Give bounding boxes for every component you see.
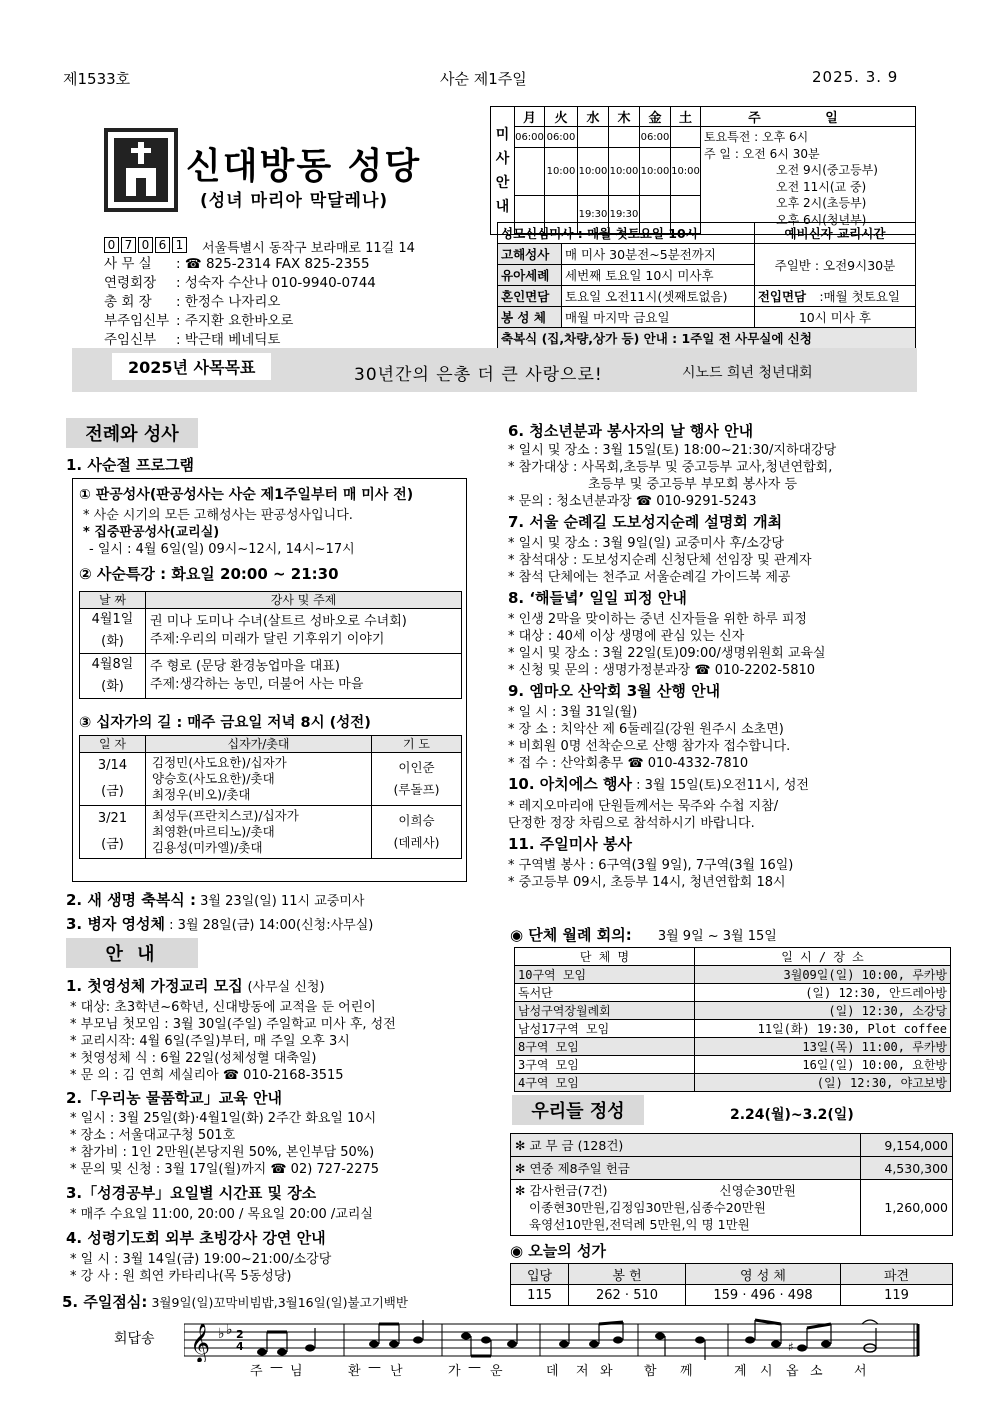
contact-label: 총 회 장 [104,294,152,310]
church-icon [104,128,178,212]
goal-label: 2025년 사목목표 [112,353,271,380]
confession-note: * 사순 시기의 모든 고해성사는 판공성사입니다. [83,508,353,523]
offering-range: 2.24(월)~3.2(일) [730,1107,854,1123]
day-header: 木 [609,107,640,127]
col-header: 봉 헌 [569,1264,686,1285]
mass-time: 10:00 [671,148,701,196]
info-marian-mass: 성모신심미사 : 매월 첫토요일 10시 [498,223,755,244]
notice-title: 9. 엠마오 산악회 3월 산행 안내 [508,682,721,700]
notice-line: * 신청 및 문의 : 생명가정분과장 ☎ 010-2202-5810 [508,663,816,678]
music-staff-icon [184,1318,920,1362]
contact-value: : 박근태 베네딕토 [176,332,281,348]
notice-line: * 일 시 : 3월 31일(월) [508,705,638,720]
contact-label: 연령회장 [104,275,157,291]
group-name: 독서단 [515,984,695,1002]
day-header: 水 [578,107,609,127]
group-time: 3월09일(일) 10:00, 루카방 [695,966,951,984]
notice-line: * 강 사 : 원 희연 카타리나(목 5동성당) [70,1269,292,1284]
group-time: 13일(목) 11:00, 루카방 [695,1038,951,1056]
sunday-mass-times: 토요특전 : 오후 6시 주 일 : 오전 6시 30분 오전 9시(중고등부) 오전 11시(교 중) 오후 2시(초등부) 오후 6시(청년부) [701,127,916,235]
offering-amount: 1,260,000 [861,1180,953,1236]
notice-line: * 장 소 : 치악산 제 6둘레길(강원 원주시 소초면) [508,722,784,737]
day-header: 土 [671,107,701,127]
way-date: 3/14 (금) [80,753,146,806]
info-blessing: 축복식 (집,차량,상가 등) 안내 : 1주일 전 사무실에 신청 [498,328,916,349]
group-time: 11일(화) 19:30, Plot coffee [695,1020,951,1038]
notice-line: * 참가비 : 1인 2만원(본당지원 50%, 본인부담 50%) [70,1145,375,1160]
info-label: 전입면담 [754,286,816,307]
right-notices: 6. 청소년분과 봉사자의 날 행사 안내 * 일시 및 장소 : 3월 15일(토) 18:00~21:30/지하대강당 * 참가대상 : 사목회,초등부 및 중고등부 교사,청년연합회, 초등부 및 중고등부 부모회 봉사자 등 * 문의 : 청소년분과장 ☎ 010-9291-5243 7. 서울 순례길 도보성지순례 설명회 개최 * 일시 및 장소 : 3월 9일(일) 교중미사 후/소강당 * 참석대상 : 도보성지순례 신청단체 선임장 및 관계자 * 참석 단체에는 천주교 서울순례길 가이드북 제공 8. ‘해들녘’ 일일 피정 안내 * 인생 2막을 맞이하는 중년 신자들을 위한 하루 피정 * 대상 : 40세 이상 생명에 관심 있는 신자 * 일시 및 장소 : 3월 22일(토)09:00/생명위원회 교육실 * 신청 및 문의 : 생명가정분과장 ☎ 010-2202-5810 9. 엠마오 산악회 3월 산행 안내 * 일 시 : 3월 31일(월) * 장 소 : 치악산 제 6둘레길(강원 원주시 소초면) * 비회원 0명 선착순으로 산행 참가자 접수합니다. * 접 수 : 산악회총무 ☎ 010-4332-7810 10. 아치에스 행사 : 3월 15일(토)오전11시, 성전 * 레지오마리애 단원들께서는 묵주와 수첩 지참/ 단정한 정장 차림으로 참석하시기 바랍니다. 11. 주일미사 봉사 * 구역별 봉사 : 6구역(3월 9일), 7구역(3월 16일) * 중고등부 09시, 초등부 14시, 청년연합회 18시 [508,420,928,891]
sick-communion: 3. 병자 영성체 : 3월 28일(금) 14:00(신청:사무실) [66,915,374,933]
col-header: 일 자 [80,736,146,753]
offering-item: ✻ 연중 제8주일 헌금 [511,1157,861,1180]
new-life-blessing: 2. 새 생명 축복식 : 3월 23일(일) 11시 교중미사 [66,891,365,909]
psalm-label: 회답송 [114,1331,155,1347]
notice-line: * 중고등부 09시, 초등부 14시, 청년연합회 18시 [508,875,786,890]
contact-label: 주임신부 [104,332,157,348]
parish-name: 신대방동 성당 [186,146,422,187]
contact-value: : 성숙자 수산나 010-9940-0744 [176,275,376,291]
way-date: 3/21 (금) [80,806,146,859]
notice-line: * 일 시 : 3월 14일(금) 19:00~21:00/소강당 [70,1252,332,1267]
mass-time: 10:00 [545,148,578,196]
sacrament-info [497,222,916,349]
notice-title: 11. 주일미사 봉사 [508,835,632,853]
offering-amount: 4,530,300 [861,1157,953,1180]
mass-time [609,127,640,148]
notice-title: 3.「성경공부」요일별 시간표 및 장소 [66,1184,317,1202]
info-label: 유아세례 [498,265,562,286]
notice-line: * 접 수 : 산악회총무 ☎ 010-4332-7810 [508,756,749,771]
contact-value: : 한정수 나자리오 [176,294,281,310]
section-notice: 안 내 [66,938,198,968]
col-header: 파견 [841,1264,953,1285]
notice-title: 2.「우리농 물품학교」교육 안내 [66,1089,282,1107]
issue-number: 제1533호 [63,70,131,88]
mass-time: 10:00 [609,148,640,196]
notice-line: * 매주 수요일 11:00, 20:00 / 목요일 20:00 /교리실 [70,1207,373,1222]
col-header: 기 도 [372,736,462,753]
contact-label: 부주임신부 [104,313,170,329]
notice-line: 단정한 정장 차림으로 참석하시기 바랍니다. [508,816,755,831]
office-value: : ☎ 825-2314 FAX 825-2355 [176,256,370,272]
hymns-title: ◉ 오늘의 성가 [510,1242,606,1260]
lecture-date: 4월8일 (화) [80,654,146,699]
col-header: 입당 [511,1264,569,1285]
day-header: 月 [515,107,545,127]
group-time: (일) 12:30, 안드레아방 [695,984,951,1002]
info-value: 매 미사 30분전~5분전까지 [562,244,755,265]
mass-time [515,148,545,196]
notice-title: 4. 성령기도회 외부 초빙강사 강연 안내 [66,1229,326,1247]
notice-line: * 문의 및 신청 : 3월 17일(월)까지 ☎ 02) 727-2275 [70,1162,380,1177]
notice-line: * 문 의 : 김 연희 세실리아 ☎ 010-2168-3515 [70,1068,344,1083]
day-header: 火 [545,107,578,127]
notice-line: * 첫영성체 식 : 6월 22일(성체성혈 대축일) [70,1051,317,1066]
col-header: 영 성 체 [686,1264,841,1285]
svg-text:♭: ♭ [218,1326,225,1342]
group-name: 10구역 모임 [515,966,695,984]
goal-text: 30년간의 은총 더 큰 사랑으로! [354,365,603,385]
issue-date: 2025. 3. 9 [812,68,899,86]
info-catechumen: 예비신자 교리시간 [754,223,915,244]
group-meeting-header: ◉ 단체 월례 회의: 3월 9일 ~ 3월 15일 [510,926,777,944]
notice-line: 초등부 및 중고등부 부모회 봉사자 등 [588,477,798,492]
hymn-number: 159 · 496 · 498 [686,1285,841,1306]
section-liturgy: 전례와 성사 [66,418,198,448]
notice-line: * 레지오마리애 단원들께서는 묵주와 수첩 지참/ [508,799,779,814]
offering-label: 우리들 정성 [512,1095,644,1125]
notice-line: * 인생 2막을 맞이하는 중년 신자들을 위한 하루 피정 [508,612,807,627]
postcode-digit: 6 [155,237,170,253]
parish-logo [104,128,178,212]
svg-text:4: 4 [236,1340,244,1353]
notice-title: 1. 첫영성체 가정교리 모집 [66,977,243,995]
way-of-cross-table [79,735,462,859]
svg-text:𝄞: 𝄞 [190,1323,211,1362]
group-name: 4구역 모임 [515,1074,695,1092]
col-header: 날 짜 [80,592,146,609]
mass-time: 10:00 [578,148,609,196]
info-value: :매월 첫토요일 [816,286,915,307]
notice-line: * 부모님 첫모임 : 3월 30일(주일) 주일학교 미사 후, 성전 [70,1017,396,1032]
mass-time: 19:30 [609,196,640,234]
notice-title: 10. 아치에스 행사 [508,775,632,793]
postcode-digit: 0 [138,237,153,253]
offering-table [510,1133,953,1236]
svg-text:♭: ♭ [226,1322,233,1338]
hymn-number: 115 [511,1285,569,1306]
info-sunday-class: 주일반 : 오전9시30분 [754,244,915,286]
mass-schedule [490,106,916,235]
way-of-cross-title: ③ 십자가의 길 : 매주 금요일 저녁 8시 (성전) [79,715,371,731]
mass-time: 06:00 [640,127,671,148]
group-time: (일) 12:30, 소강당 [695,1002,951,1020]
group-name: 3구역 모임 [515,1056,695,1074]
mass-time: 06:00 [545,127,578,148]
mass-side-label: 미 사 안 내 [491,107,515,235]
postcode-digit: 0 [104,237,119,253]
contact-value: : 주지환 요한바오로 [176,313,294,329]
lecture-date: 4월1일 (화) [80,609,146,654]
col-header: 강사 및 주제 [146,592,462,609]
svg-text:2: 2 [236,1328,244,1341]
mass-time [578,127,609,148]
info-value: 10시 미사 후 [754,307,915,328]
postcode-digit: 1 [172,237,187,253]
offering-item: ✻ 교 무 금 (128건) [511,1134,861,1157]
notice-line: * 참석 단체에는 천주교 서울순례길 가이드북 제공 [508,570,791,585]
notice-line: * 일시 및 장소 : 3월 15일(토) 18:00~21:30/지하대강당 [508,443,837,458]
mass-time: 19:30 [578,196,609,234]
info-label: 봉 성 체 [498,307,562,328]
notice-title: 8. ‘해들녘’ 일일 피정 안내 [508,589,687,607]
parish-address: 서울특별시 동작구 보라매로 11길 14 [202,241,415,256]
notice-list: 1. 첫영성체 가정교리 모집 (사무실 신청) * 대상: 초3학년~6학년, 신대방동에 교적을 둔 어린이 * 부모님 첫모임 : 3월 30일(주일) 주일학교 미사 후, 성전 * 교리시작: 4월 6일(주일)부터, 매 주일 오후 3시 * 첫영성체 식 : 6월 22일(성체성혈 대축일) * 문 의 : 김 연희 세실리아 ☎ 010-2168-3515 2.「우리농 물품학교」교육 안내 * 일시 : 3월 25일(화)·4월1일(화) 2주간 화요일 10시 * 장소 : 서울대교구청 501호 * 참가비 : 1인 2만원(본당지원 50%, 본인부담 50%) * 문의 및 신청 : 3월 17일(월)까지 ☎ 02) 727-2275 3.「성경공부」요일별 시간표 및 장소 * 매주 수요일 11:00, 20:00 / 목요일 20:00 /교리실 4. 성령기도회 외부 초빙강사 강연 안내 * 일 시 : 3월 14일(금) 19:00~21:00/소강당 * 강 사 : 원 희연 카타리나(목 5동성당) [66,975,476,1285]
goal-sub: 시노드 희년 청년대회 [682,365,813,381]
office-label: 사 무 실 [104,256,152,272]
info-label: 고해성사 [498,244,562,265]
notice-line: * 교리시작: 4월 6일(주일)부터, 매 주일 오후 3시 [70,1034,350,1049]
parish-patron: (성녀 마리아 막달레나) [200,191,389,211]
notice-line: * 일시 및 장소 : 3월 22일(토)09:00/생명위원회 교육실 [508,646,826,661]
group-meeting-table [514,947,951,1092]
intensive-confession: * 집중판공성사(교리실) [83,525,220,540]
group-time: (일) 12:30, 야고보방 [695,1074,951,1092]
postcode [104,237,187,253]
thanks-offering: ✻ 감사헌금(7건) 신영순30만원 이종현30만원,김정임30만원,심종수20만원 육영선10만원,전덕례 5만원,익 명 1만원 [511,1180,861,1236]
group-name: 남성17구역 모임 [515,1020,695,1038]
notice-line: * 일시 : 3월 25일(화)·4월1일(화) 2주간 화요일 10시 [70,1111,377,1126]
notice-title: 7. 서울 순례길 도보성지순례 설명회 개최 [508,513,783,531]
svg-text:♯: ♯ [788,1340,794,1354]
col-header: 십자가/촛대 [146,736,372,753]
notice-line: * 일시 및 장소 : 3월 9일(일) 교중미사 후/소강당 [508,536,784,551]
postcode-digit: 7 [121,237,136,253]
goal-banner [72,348,917,392]
way-prayer: 이희승 (데레사) [372,806,462,859]
confession-title: ① 판공성사(판공성사는 사순 제1주일부터 매 미사 전) [79,487,414,503]
group-name: 8구역 모임 [515,1038,695,1056]
intensive-confession-time: - 일시 : 4월 6일(일) 09시~12시, 14시~17시 [89,542,355,557]
info-value: 세번째 토요일 10시 미사후 [562,265,755,286]
sunday-lunch: 5. 주일점심: 3월9일(일)꼬막비빔밥,3월16일(일)불고기백반 [62,1293,408,1311]
notice-title: 6. 청소년분과 봉사자의 날 행사 안내 [508,422,754,440]
info-label: 혼인면담 [498,286,562,307]
lent-program-title: 1. 사순절 프로그램 [66,456,195,474]
notice-line: * 참석대상 : 도보성지순례 신청단체 선임장 및 관계자 [508,553,812,568]
parish-contacts [104,255,376,350]
lent-program-box [72,478,467,882]
info-value: 토요일 오전11시(셋째토없음) [562,286,755,307]
col-header: 일 시 / 장 소 [695,948,951,966]
notice-line: * 문의 : 청소년분과장 ☎ 010-9291-5243 [508,494,757,509]
notice-line: * 참가대상 : 사목회,초등부 및 중고등부 교사,청년연합회, [508,460,833,475]
psalm-staff [184,1318,920,1362]
notice-line: * 비회원 0명 선착순으로 산행 참가자 접수합니다. [508,739,791,754]
hymn-number: 262 · 510 [569,1285,686,1306]
notice-line: * 구역별 봉사 : 6구역(3월 9일), 7구역(3월 16일) [508,858,794,873]
offering-amount: 9,154,000 [861,1134,953,1157]
way-prayer: 이인준 (루돌프) [372,753,462,806]
notice-line: * 대상: 초3학년~6학년, 신대방동에 교적을 둔 어린이 [70,1000,376,1015]
lecture-title: ② 사순특강 : 화요일 20:00 ~ 21:30 [79,565,339,583]
lecture-table [79,591,462,699]
mass-time: 10:00 [640,148,671,196]
lecture-topic: 권 미나 도미나 수녀(살트르 성바오로 수녀회) 주제:우리의 미래가 달린 기후위기 이야기 [146,609,462,654]
sunday-header: 주 일 [701,107,916,127]
col-header: 단 체 명 [515,948,695,966]
lecture-topic: 주 형로 (문당 환경농업마을 대표) 주제:생각하는 농민, 더불어 사는 마을 [146,654,462,699]
hymn-number: 119 [841,1285,953,1306]
group-time: 16일(일) 10:00, 요한방 [695,1056,951,1074]
liturgical-season: 사순 제1주일 [440,70,527,88]
way-people: 최성두(프란치스코)/십자가 최영환(마르티노)/촛대 김용성(미카엘)/촛대 [146,806,372,859]
day-header: 金 [640,107,671,127]
way-people: 김정민(사도요한)/십자가 양승호(사도요한)/촛대 최정우(비오)/촛대 [146,753,372,806]
hymns-table [510,1263,953,1306]
notice-line: * 대상 : 40세 이상 생명에 관심 있는 신자 [508,629,745,644]
mass-time [671,127,701,148]
notice-line: * 장소 : 서울대교구청 501호 [70,1128,236,1143]
info-value: 매월 마지막 금요일 [562,307,755,328]
group-name: 남성구역장월례회 [515,1002,695,1020]
mass-time: 06:00 [515,127,545,148]
